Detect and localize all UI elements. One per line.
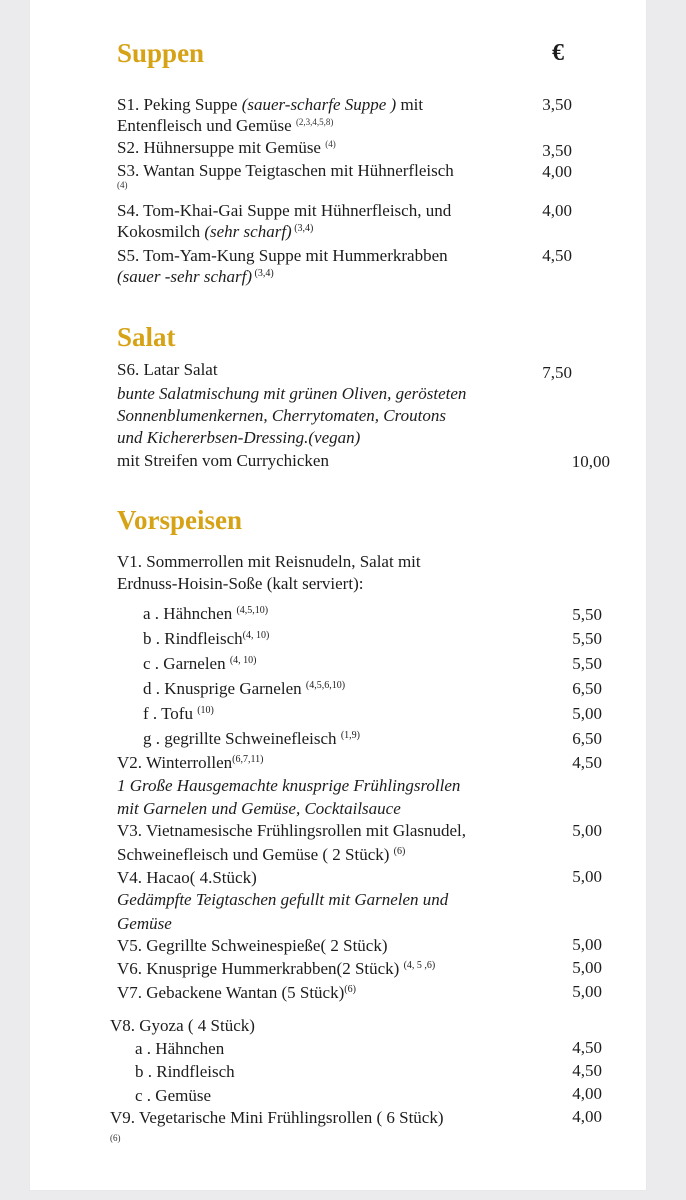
menu-option-v1-d-price: 6,50 (572, 679, 602, 698)
menu-item-s2-price: 3,50 (542, 141, 572, 160)
menu-option-v8-a: a . Hähnchen (135, 1039, 225, 1058)
menu-item-s5-price: 4,50 (542, 246, 572, 265)
menu-item-s1-desc: Entenfleisch und Gemüse $^{(2,3,4,5,8)}$ (117, 116, 334, 135)
menu-item-s4-name: S4. Tom-Khai-Gai Suppe mit Hühnerfleisch, und (117, 201, 452, 220)
menu-item-s6-desc-1: bunte Salatmischung mit grünen Oliven, gerösteten (117, 384, 467, 403)
menu-item-s6-name: S6. Latar Salat (117, 360, 218, 379)
menu-option-v8-b-price: 4,50 (572, 1061, 602, 1080)
menu-item-v8-name: V8. Gyoza ( 4 Stück) (110, 1016, 255, 1035)
menu-item-v9-allergens: (6) (110, 1133, 121, 1143)
menu-item-s6-price: 7,50 (542, 363, 572, 382)
menu-item-v4-price: 5,00 (572, 867, 602, 886)
menu-item-v4-desc-2: Gemüse (117, 914, 172, 933)
menu-item-v4-desc-1: Gedämpfte Teigtaschen gefullt mit Garnelen und (117, 890, 449, 909)
menu-item-s4-desc: Kokosmilch (sehr scharf) $^{(3,4)}$ (117, 222, 314, 241)
menu-item-s1-price: 3,50 (542, 95, 572, 114)
menu-item-v9-price: 4,00 (572, 1107, 602, 1126)
menu-item-v1-desc: Erdnuss-Hoisin-Soße (kalt serviert): (117, 574, 364, 593)
currency-symbol: € (552, 40, 564, 66)
menu-page (30, 0, 646, 1190)
menu-item-s2-name: S2. Hühnersuppe mit Gemüse $^{(4)}$ (117, 138, 336, 157)
menu-option-v8-b: b . Rindfleisch (135, 1062, 235, 1081)
menu-item-s6-extra-price: 10,00 (571, 452, 610, 471)
menu-option-v1-f: f . Tofu $^{(10)}$ (143, 704, 214, 723)
menu-item-s1-name: S1. Peking Suppe (sauer-scharfe Suppe ) mit (117, 95, 424, 114)
menu-option-v1-g-price: 6,50 (572, 729, 602, 748)
menu-item-s3-allergens: (4) (117, 180, 128, 190)
menu-option-v8-c: c . Gemüse (135, 1086, 212, 1105)
menu-item-v5-price: 5,00 (572, 935, 602, 954)
menu-item-v3-desc: Schweinefleisch und Gemüse ( 2 Stück) $^{(6)}$ (117, 845, 406, 864)
menu-option-v1-g: g . gegrillte Schweinefleisch $^{(1,9)}$ (143, 729, 360, 748)
menu-option-v1-c: c . Garnelen $^{(4, 10)}$ (143, 654, 257, 673)
menu-item-v6-price: 5,00 (572, 958, 602, 977)
menu-item-v7-price: 5,00 (572, 982, 602, 1001)
menu-item-s3-name: S3. Wantan Suppe Teigtaschen mit Hühnerfleisch (117, 161, 454, 180)
menu-option-v1-c-price: 5,50 (572, 654, 602, 673)
menu-item-v2-price: 4,50 (572, 753, 602, 772)
menu-item-s6-extra: mit Streifen vom Currychicken (117, 451, 329, 470)
menu-item-v2-desc-2: mit Garnelen und Gemüse, Cocktailsauce (117, 799, 401, 818)
menu-option-v8-c-price: 4,00 (572, 1084, 602, 1103)
menu-item-s5-name: S5. Tom-Yam-Kung Suppe mit Hummerkrabben (117, 246, 448, 265)
menu-option-v1-a-price: 5,50 (572, 605, 602, 624)
menu-item-v6-name: V6. Knusprige Hummerkrabben(2 Stück) $^{(4, 5 ,6)}$ (117, 959, 436, 978)
menu-option-v1-f-price: 5,00 (572, 704, 602, 723)
section-title-suppen: Suppen (117, 38, 205, 68)
menu-option-v1-d: d . Knusprige Garnelen $^{(4,5,6,10)}$ (143, 679, 346, 698)
menu-item-v5-name: V5. Gegrillte Schweinespieße( 2 Stück) (117, 936, 388, 955)
menu-item-s3-price: 4,00 (542, 162, 572, 181)
menu-item-s6-desc-2: Sonnenblumenkernen, Cherrytomaten, Croutons (117, 406, 446, 425)
menu-item-v1-name: V1. Sommerrollen mit Reisnudeln, Salat mit (117, 552, 421, 571)
menu-option-v1-a: a . Hähnchen $^{(4,5,10)}$ (143, 604, 269, 623)
section-title-vorspeisen: Vorspeisen (117, 505, 243, 535)
menu-option-v1-b: b . Rindfleisch$^{(4, 10)}$ (143, 629, 270, 648)
menu-option-v1-b-price: 5,50 (572, 629, 602, 648)
menu-item-v2-name: V2. Winterrollen$^{(6,7,11)}$ (117, 753, 264, 772)
menu-item-v4-name: V4. Hacao( 4.Stück) (117, 868, 257, 887)
menu-item-s4-price: 4,00 (542, 201, 572, 220)
menu-item-v2-desc-1: 1 Große Hausgemachte knusprige Frühlingsrollen (117, 776, 461, 795)
menu-item-s6-desc-3: und Kichererbsen-Dressing.(vegan) (117, 428, 361, 447)
section-title-salat: Salat (117, 322, 176, 352)
menu-option-v8-a-price: 4,50 (572, 1038, 602, 1057)
menu-item-v9-name: V9. Vegetarische Mini Frühlingsrollen ( 6 Stück) (110, 1108, 444, 1127)
menu-item-s5-desc: (sauer -sehr scharf) $^{(3,4)}$ (117, 267, 274, 286)
menu-item-v7-name: V7. Gebackene Wantan (5 Stück)$^{(6)}$ (117, 983, 356, 1002)
menu-item-v3-name: V3. Vietnamesische Frühlingsrollen mit Glasnudel, (117, 821, 467, 840)
menu-item-v3-price: 5,00 (572, 821, 602, 840)
